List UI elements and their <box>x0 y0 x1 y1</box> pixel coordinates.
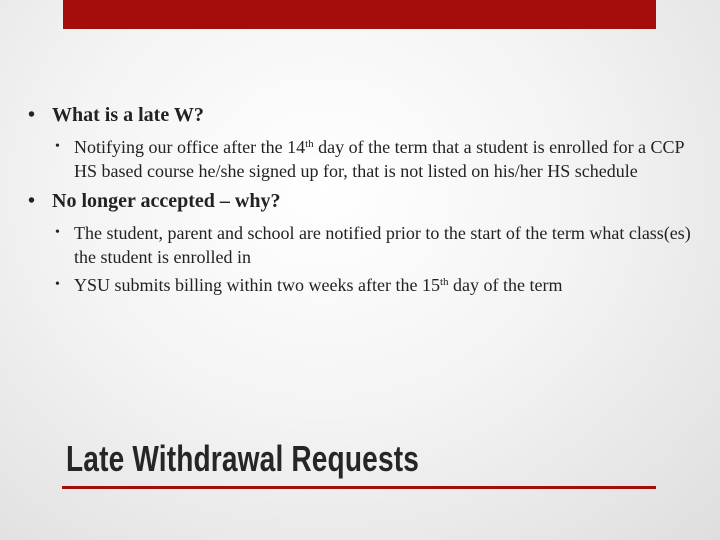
sub-bullet-list <box>28 135 698 183</box>
slide-body <box>28 103 698 303</box>
bullet-dot-icon: • <box>55 139 60 154</box>
bullet-item <box>28 189 698 213</box>
sub-bullet-text-cont: day of the term <box>448 275 563 295</box>
sub-bullet-item <box>28 273 698 297</box>
bullet-dot-icon: • <box>28 190 36 212</box>
sub-bullet-text-cont: day of the term that a student is enrolled for a CCP HS based course he/she signed up for, that is not listed on his/her HS schedule <box>74 137 684 181</box>
sub-bullet-item <box>28 135 698 183</box>
sub-bullet-text: YSU submits billing within two weeks after the 15 <box>74 275 440 295</box>
bullet-text: What is a late W? <box>52 104 204 126</box>
superscript: th <box>305 138 314 150</box>
bullet-dot-icon: • <box>55 225 60 240</box>
sub-bullet-text: Notifying our office after the 14 <box>74 137 306 157</box>
superscript: th <box>439 276 449 288</box>
bullet-item <box>28 103 698 127</box>
sub-bullet-item <box>28 221 698 269</box>
sub-bullet-text: The student, parent and school are notified prior to the start of the term what class(es) the student is enrolled in <box>74 223 691 267</box>
sub-bullet-list <box>28 221 698 297</box>
top-accent-bar <box>63 0 656 29</box>
bullet-dot-icon: • <box>28 104 36 126</box>
bullet-text: No longer accepted – why? <box>52 190 281 212</box>
bullet-dot-icon: • <box>55 277 60 292</box>
slide-title: Late Withdrawal Requests <box>66 438 420 479</box>
title-underline <box>62 486 656 489</box>
